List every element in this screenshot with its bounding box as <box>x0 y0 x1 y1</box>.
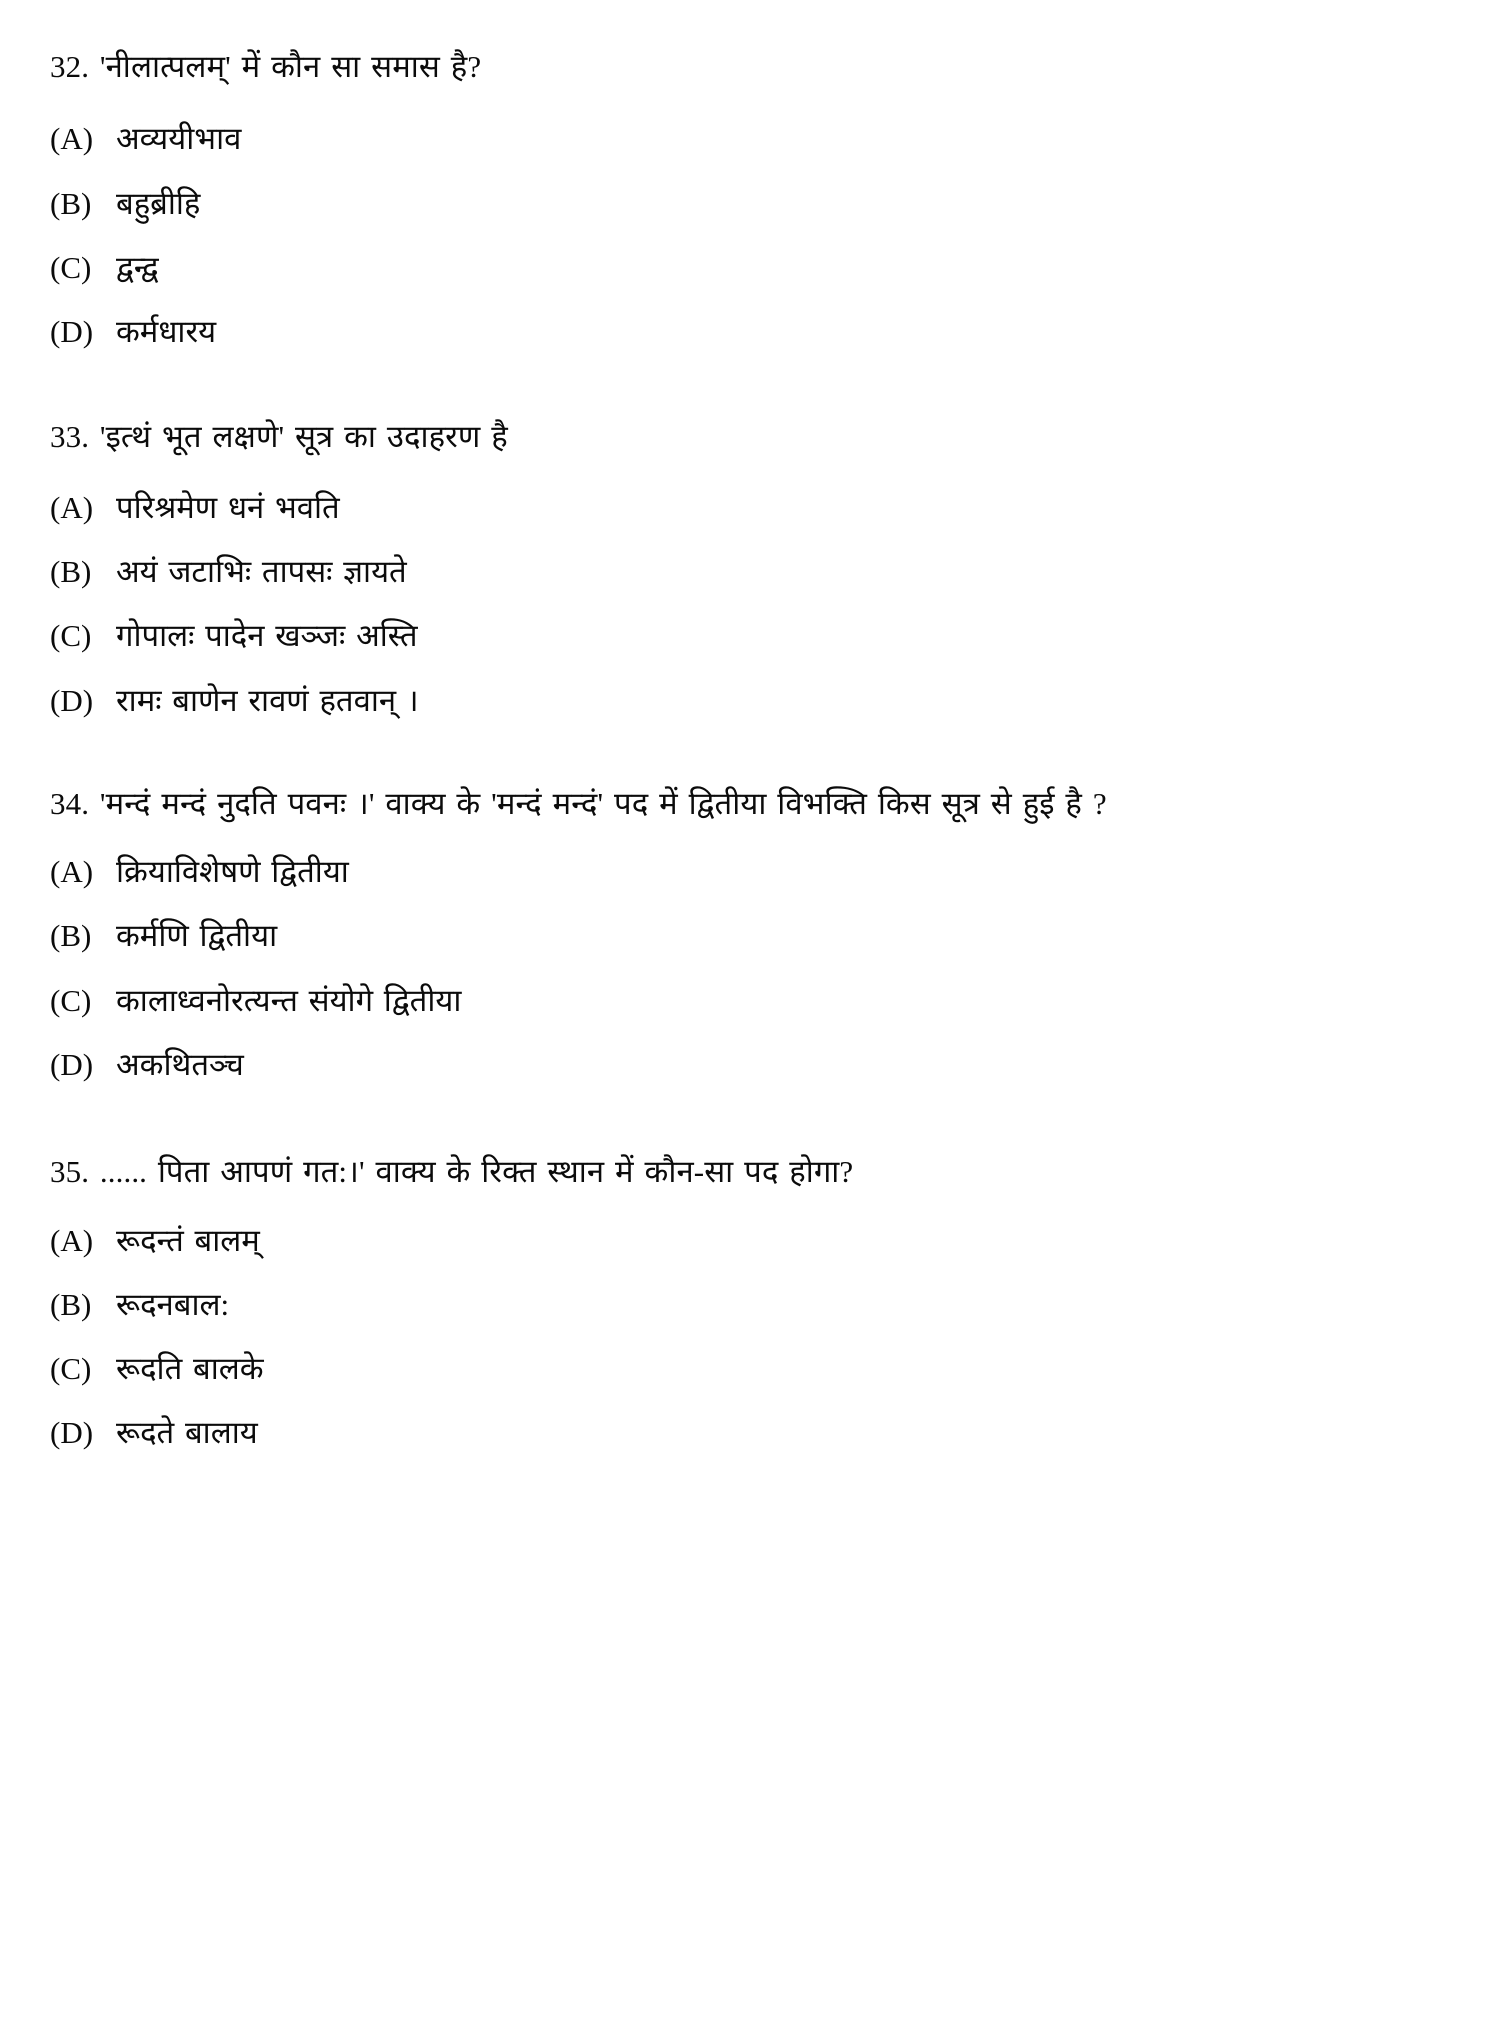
option-text-35-a: रूदन्तं बालम् <box>116 1222 260 1258</box>
option-label-33-a: (A) <box>50 489 94 525</box>
option-label-33-b: (B) <box>50 553 92 589</box>
option-label-34-c: (C) <box>50 982 92 1018</box>
question-number-35: 35. <box>50 1154 90 1190</box>
option-33-a[interactable] <box>50 488 1447 528</box>
option-label-35-c: (C) <box>50 1351 92 1387</box>
option-text-32-b: बहुब्रीहि <box>116 185 201 221</box>
question-stem-33 <box>50 414 1447 459</box>
option-label-34-a: (A) <box>50 854 94 890</box>
options-list-34 <box>50 852 1447 1085</box>
option-label-32-b: (B) <box>50 185 92 221</box>
option-text-33-b: अयं जटाभिः तापसः ज्ञायते <box>116 553 407 589</box>
option-32-b[interactable] <box>50 184 1447 224</box>
option-32-a[interactable] <box>50 119 1447 159</box>
option-label-32-d: (D) <box>50 314 94 350</box>
option-text-34-b: कर्मणि द्वितीया <box>116 918 278 954</box>
option-text-34-d: अकथितञ्च <box>116 1047 244 1083</box>
options-list-32 <box>50 119 1447 352</box>
option-text-33-c: गोपालः पादेन खञ्जः अस्ति <box>116 618 418 654</box>
option-34-c[interactable] <box>50 981 1447 1021</box>
option-text-33-a: परिश्रमेण धनं भवति <box>116 489 340 525</box>
option-label-34-b: (B) <box>50 918 92 954</box>
question-stem-34 <box>50 781 1447 826</box>
options-list-33 <box>50 488 1447 721</box>
question-stem-35 <box>50 1149 1447 1194</box>
question-text-35: ...... पिता आपणं गत:।' वाक्य के रिक्त स्थान में कौन-सा पद होगा? <box>99 1154 854 1190</box>
option-text-32-d: कर्मधारय <box>116 314 217 350</box>
option-33-c[interactable] <box>50 616 1447 656</box>
question-block-32 <box>50 44 1447 352</box>
option-text-34-a: क्रियाविशेषणे द्वितीया <box>116 854 349 890</box>
option-33-d[interactable] <box>50 681 1447 721</box>
question-block-33 <box>50 414 1447 720</box>
option-35-d[interactable] <box>50 1413 1447 1453</box>
option-label-35-a: (A) <box>50 1222 94 1258</box>
option-33-b[interactable] <box>50 552 1447 592</box>
option-label-33-c: (C) <box>50 618 92 654</box>
option-label-32-a: (A) <box>50 121 94 157</box>
question-stem-32 <box>50 44 1447 89</box>
option-text-32-c: द्वन्द्व <box>116 249 159 285</box>
option-label-35-b: (B) <box>50 1286 92 1322</box>
question-text-33: 'इत्थं भूत लक्षणे' सूत्र का उदाहरण है <box>99 419 508 455</box>
option-text-32-a: अव्ययीभाव <box>116 121 242 157</box>
option-35-b[interactable] <box>50 1285 1447 1325</box>
question-text-34: 'मन्दं मन्दं नुदति पवनः ।' वाक्य के 'मन्दं मन्दं' पद में द्वितीया विभक्ति किस सूत्र से हुई है ? <box>99 785 1107 821</box>
option-text-35-c: रूदति बालके <box>116 1351 264 1387</box>
question-number-32: 32. <box>50 49 90 84</box>
question-number-33: 33. <box>50 419 90 455</box>
question-block-34 <box>50 781 1447 1085</box>
option-label-34-d: (D) <box>50 1047 94 1083</box>
option-35-c[interactable] <box>50 1349 1447 1389</box>
option-text-35-d: रूदते बालाय <box>116 1415 258 1451</box>
option-text-33-d: रामः बाणेन रावणं हतवान् । <box>116 682 419 718</box>
question-text-32: 'नीलात्पलम्' में कौन सा समास है? <box>99 49 482 84</box>
option-34-b[interactable] <box>50 916 1447 956</box>
option-label-32-c: (C) <box>50 249 92 285</box>
options-list-35 <box>50 1221 1447 1454</box>
option-32-d[interactable] <box>50 312 1447 352</box>
question-number-34: 34. <box>50 785 90 821</box>
option-34-a[interactable] <box>50 852 1447 892</box>
option-label-35-d: (D) <box>50 1415 94 1451</box>
option-text-34-c: कालाध्वनोरत्यन्त संयोगे द्वितीया <box>116 982 462 1018</box>
option-32-c[interactable] <box>50 248 1447 288</box>
option-35-a[interactable] <box>50 1221 1447 1261</box>
option-34-d[interactable] <box>50 1045 1447 1085</box>
option-text-35-b: रूदनबाल: <box>116 1286 230 1322</box>
question-block-35 <box>50 1149 1447 1453</box>
option-label-33-d: (D) <box>50 682 94 718</box>
